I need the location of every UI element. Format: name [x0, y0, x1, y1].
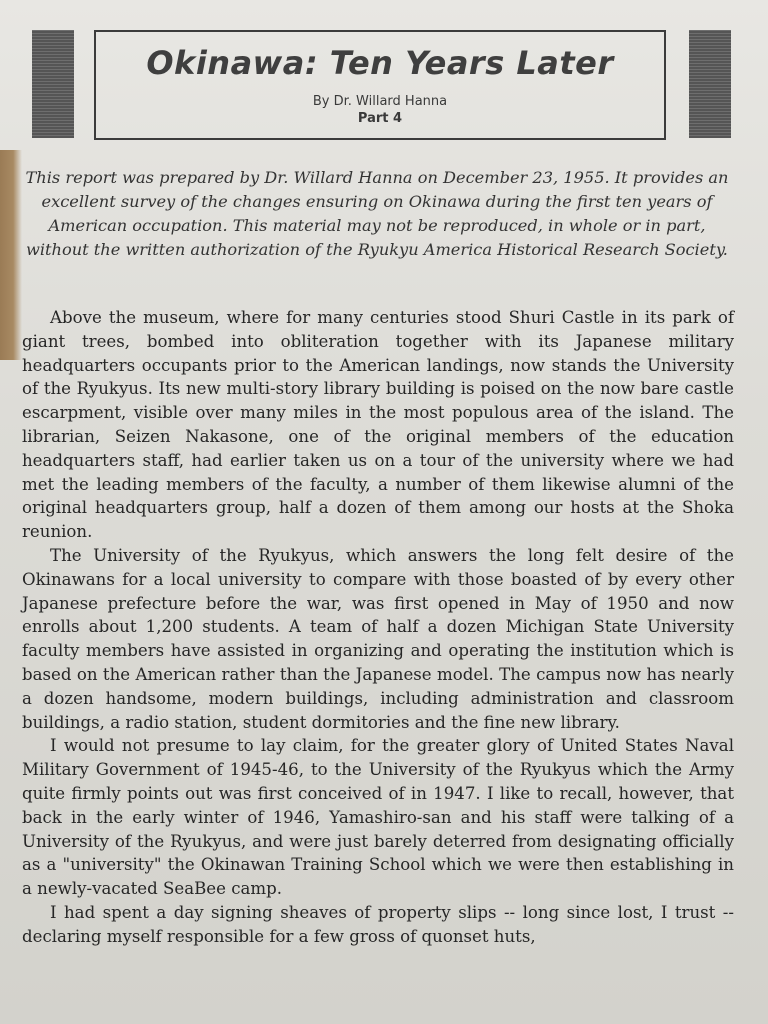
decorative-bar-left [32, 30, 74, 138]
paragraph: Above the museum, where for many centuries stood Shuri Castle in its park of giant trees, bombed into obliteration together with its Japanese military headquarters occupants prior to the American landings, now stands the University of the Ryukyus. Its new multi-story library building is poised on the now bare castle escarpment, visible over many miles in the most populous area of the island. The librarian, Seizen Nakasone, one of the original members of the education headquarters staff, had earlier taken us on a tour of the university where we had met the leading members of the faculty, a number of them likewise alumni of the original headquarters group, half a dozen of them among our hosts at the Shoka reunion. [22, 308, 734, 542]
part-label: Part 4 [357, 111, 403, 126]
decorative-bar-right [689, 30, 731, 138]
article-title: Okinawa: Ten Years Later [146, 44, 614, 82]
torn-paper-edge [0, 150, 22, 360]
title-box [94, 30, 666, 140]
intro-note: This report was prepared by Dr. Willard Hanna on December 23, 1955. It provides an excellent survey of the changes ensuring on Okinawa during the first ten years of American occupation. This material may not be reproduced, in whole or in part, without the written authorization of the Ryukyu America Historical Research Society. [25, 168, 729, 259]
byline: By Dr. Willard Hanna [312, 94, 448, 109]
paragraph: I would not presume to lay claim, for the greater glory of United States Naval Military Government of 1945-46, to the University of the Ryukyus which the Army quite firmly points out was first conceived of in 1947. I like to recall, however, that back in the early winter of 1946, Yamashiro-san and his staff were talking of a University of the Ryukyus, and were just barely deterred from designating officially as a "university" the Okinawan Training School which we were then establishing in a newly-vacated SeaBee camp. [22, 736, 734, 899]
article-body [22, 306, 734, 949]
paragraph: The University of the Ryukyus, which answers the long felt desire of the Okinawans for a local university to compare with those boasted of by every other Japanese prefecture before the war, was first opened in May of 1950 and now enrolls about 1,200 students. A team of half a dozen Michigan State University faculty members have assisted in organizing and operating the institution which is based on the American rather than the Japanese model. The campus now has nearly a dozen handsome, modern buildings, including administration and classroom buildings, a radio station, student dormitories and the fine new library. [22, 545, 734, 732]
paragraph: I had spent a day signing sheaves of property slips -- long since lost, I trust -- declaring myself responsible for a few gross of quonset huts, [22, 902, 734, 946]
